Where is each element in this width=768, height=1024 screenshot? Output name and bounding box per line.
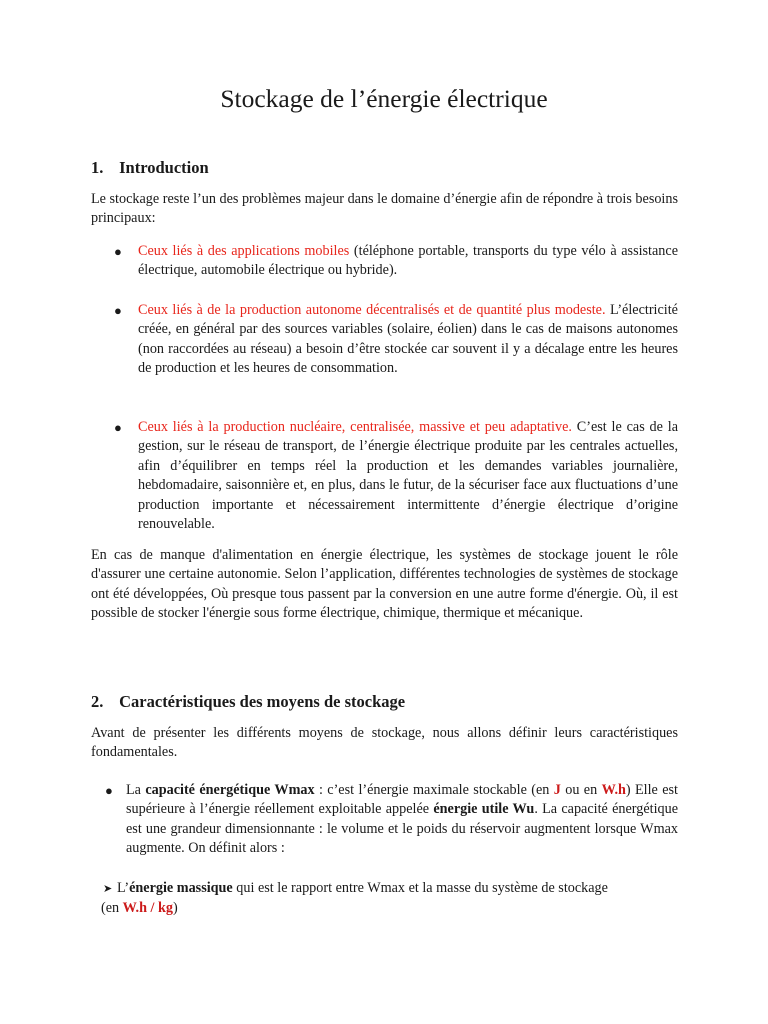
arrow-item-continuation: [101, 899, 678, 918]
arrow-item: [103, 879, 678, 919]
unit-joule: J: [553, 782, 561, 798]
text-run: qui est le rapport entre Wmax et la masse du système de stockage: [232, 880, 608, 896]
list-item-highlight: Ceux liés à la production nucléaire, centralisée, massive et peu adaptative.: [138, 419, 572, 435]
list-item-text: L’électricité créée, en général par des sources variables (solaire, éolien) dans le cas de maisons autonomes (non raccordées au réseau) a besoin d’être stockée car souvent il y a décalage entre les heures de production et les heures de consommation.: [138, 302, 678, 377]
text-run: L’: [117, 880, 130, 896]
closing-paragraph: En cas de manque d'alimentation en énergie électrique, les systèmes de stockage jouent le rôle d'assurer une certaine autonomie. Selon l’application, différentes technologies de systèmes de stockage ont été développées, Où presque tous passent par la conversion en une autre forme d'énergie. Où, il est possible de stocker l'énergie sous forme électrique, chimique, thermique et mécanique.: [91, 547, 678, 622]
unit-watt-hour: W.h: [601, 782, 626, 798]
bullet-icon: ●: [105, 783, 113, 798]
term-capacite-energetique: capacité énergétique Wmax: [145, 782, 315, 798]
section-heading-caracteristiques: [91, 692, 405, 712]
list-item-highlight: Ceux liés à de la production autonome décentralisés et de quantité plus modeste.: [138, 302, 606, 318]
list-item-highlight: Ceux liés à des applications mobiles: [138, 243, 350, 259]
text-run: : c’est l’énergie maximale stockable (en: [314, 782, 554, 798]
document-title: Stockage de l’énergie électrique: [220, 84, 548, 113]
text-run: La: [126, 782, 146, 798]
text-run: ): [173, 900, 178, 917]
intro-paragraph: Le stockage reste l’un des problèmes majeur dans le domaine d’énergie afin de répondre à trois besoins principaux:: [91, 191, 678, 227]
list-item: [138, 418, 678, 534]
list-item-text: C’est le cas de la gestion, sur le réseau de transport, de l’énergie électrique produite par les centrales actuelles, afin d’équilibrer en temps réel la production et les demandes variables journalière, hebdomadaire, saisonnière et, en plus, dans le futur, de la sécuriser face aux fluctuations d’une production importante et nécessairement intermittente d’énergie électrique d’origine renouvelable.: [138, 419, 679, 533]
arrow-bullet-icon: ➤: [103, 883, 113, 895]
term-energie-utile: énergie utile Wu: [433, 801, 535, 818]
section-title: Caractéristiques des moyens de stockage: [119, 692, 406, 711]
section-number: 1.: [91, 158, 104, 177]
list-item: [126, 781, 678, 859]
list-item: [138, 301, 678, 379]
text-run: ) Elle est supérieure à l’énergie réellement exploitable appelée: [126, 782, 678, 818]
list-item: [138, 242, 678, 281]
unit-wh-per-kg: W.h / kg: [122, 900, 174, 917]
text-run: (en: [101, 900, 123, 917]
section-title: Introduction: [119, 158, 209, 177]
bullet-icon: ●: [114, 303, 122, 318]
text-run: ou en: [560, 782, 602, 798]
text-run: . La capacité énergétique est une grandeur dimensionnante : le volume et le poids du réservoir augmentent lorsque Wmax augmente. On définit alors :: [126, 801, 678, 857]
list-item-text: (téléphone portable, transports du type vélo à assistance électrique, automobile électrique ou hybride).: [138, 243, 678, 279]
term-energie-massique: énergie massique: [129, 880, 233, 896]
section-number: 2.: [91, 692, 104, 711]
bullet-icon: ●: [114, 244, 122, 259]
bullet-icon: ●: [114, 420, 122, 435]
section2-intro-paragraph: Avant de présenter les différents moyens de stockage, nous allons définir leurs caractéristiques fondamentales.: [91, 725, 678, 761]
section-heading-introduction: [91, 158, 209, 178]
